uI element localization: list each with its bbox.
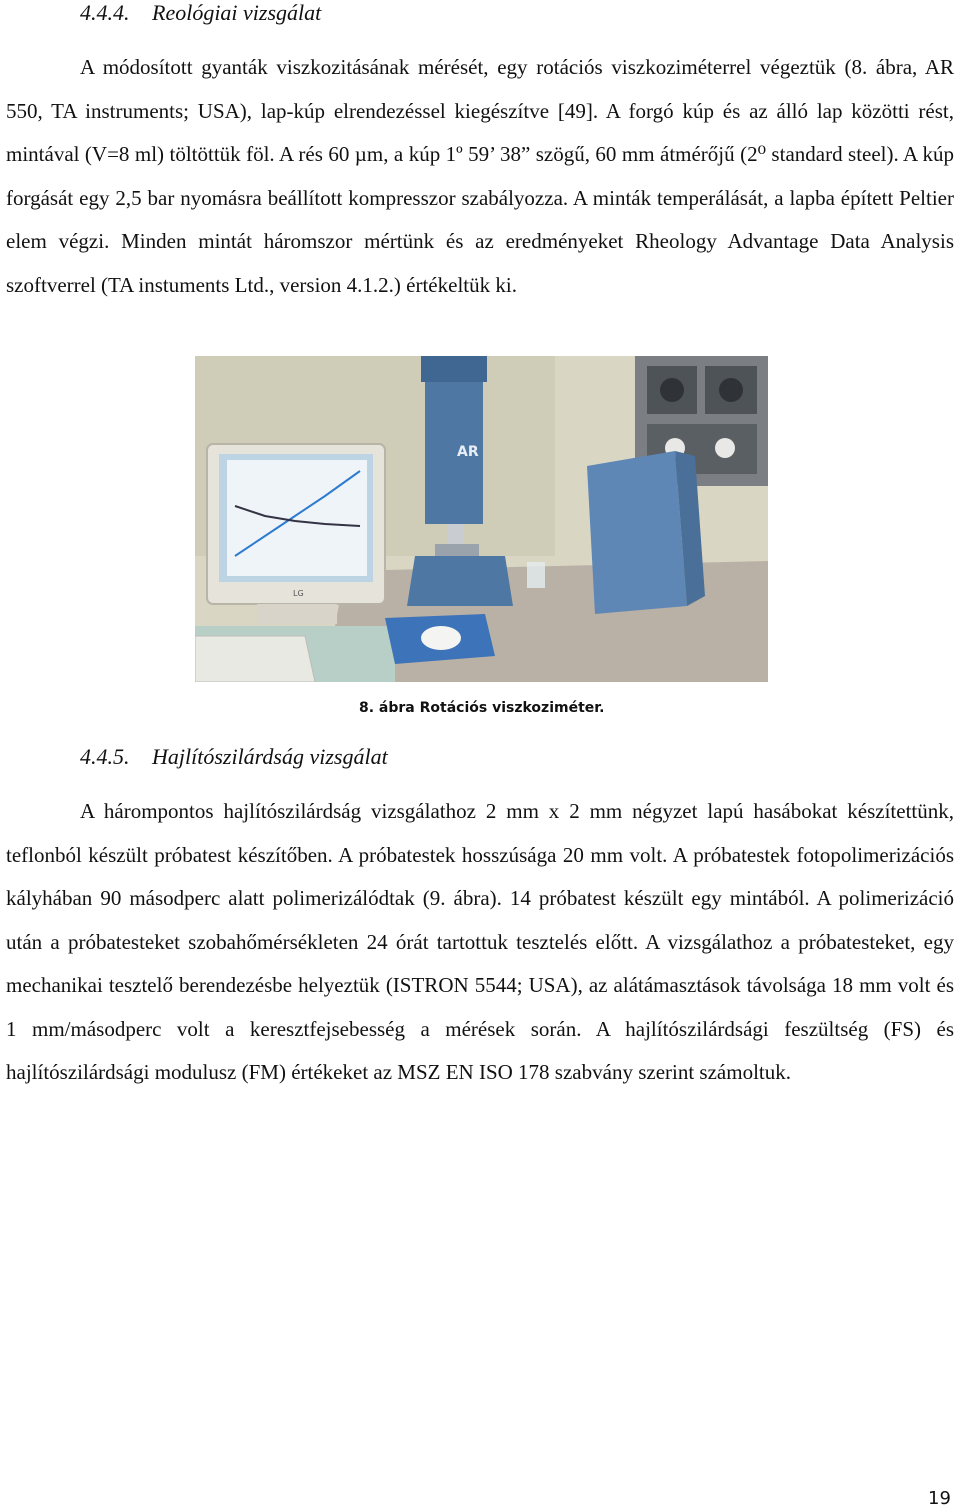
rack-socket-2 [715,438,735,458]
section-heading-hajlitoszilardsag [80,744,388,770]
peltier-plate [435,544,479,556]
paragraph-hajlitoszilardsag: A hárompontos hajlítószilárdság vizsgálathoz 2 mm x 2 mm négyzet lapú hasábokat készítettünk, teflonból készült próbatest készítőben. A próbatestek hosszúsága 20 mm volt. A próbatestek fotopolimerizációs kályhában 90 másodperc alatt polimerizálódtak (9. ábra). 14 próbatest készült egy mintából. A polimerizáció után a próbatesteket szobahőmérsékleten 24 órát tartottuk tesztelés előtt. A vizsgálathoz a próbatesteket, egy mechanikai tesztelő berendezésbe helyeztük (ISTRON 5544; USA), az alátámasztások távolsága 18 mm volt és 1 mm/másodperc volt a keresztfejsebesség a mérések során. A hajlítószilárdsági feszültség (FS) és hajlítószilárdsági modulusz (FM) értékeket az MSZ EN ISO 178 szabvány szerint számoltuk. [6,799,954,1084]
keyboard [195,636,315,682]
viscometer-photo-illustration [195,356,768,682]
section-number: 4.4.4. [80,0,130,25]
section-title: Hajlítószilárdság vizsgálat [152,744,388,769]
section-title: Reológiai vizsgálat [152,0,322,25]
mouse [421,626,461,650]
beaker [527,562,545,588]
screen-window [227,460,367,576]
cooler-unit [587,451,687,614]
figure-photo-rotational-viscometer [195,356,768,682]
section-number: 4.4.5. [80,744,130,769]
rack-knob-2 [719,378,743,402]
instrument-head [421,356,487,382]
section-heading-reologiai [80,0,321,26]
rack-knob-1 [660,378,684,402]
page-number: 19 [928,1488,951,1509]
monitor-base [257,604,337,624]
monitor-brand-label: LG [293,589,304,598]
instrument-logo: AR [457,444,479,460]
paragraph-reologiai: A módosított gyanták viszkozitásának mérését, egy rotációs viszkoziméterrel végeztük (8. ábra, AR 550, TA instruments; USA), lap-kúp elrendezéssel kiegészítve [49]. A forgó kúp és az álló lap közötti rést, mintával (V=8 ml) töltöttük föl. A rés 60 µm, a kúp 1º 59’ 38” szögű, 60 mm átmérőjű (2⁰ standard steel). A kúp forgását egy 2,5 bar nyomásra beállított kompresszor szabályozza. A minták temperálását, a lapba épített Peltier elem végzi. Minden mintát háromszor mértünk és az eredményeket Rheology Advantage Data Analysis szoftverrel (TA instuments Ltd., version 4.1.2.) értékeltük ki. [6,55,954,297]
figure-caption: 8. ábra Rotációs viszkoziméter. [359,700,605,716]
instrument-spindle [447,524,463,544]
instrument-base [407,556,513,606]
